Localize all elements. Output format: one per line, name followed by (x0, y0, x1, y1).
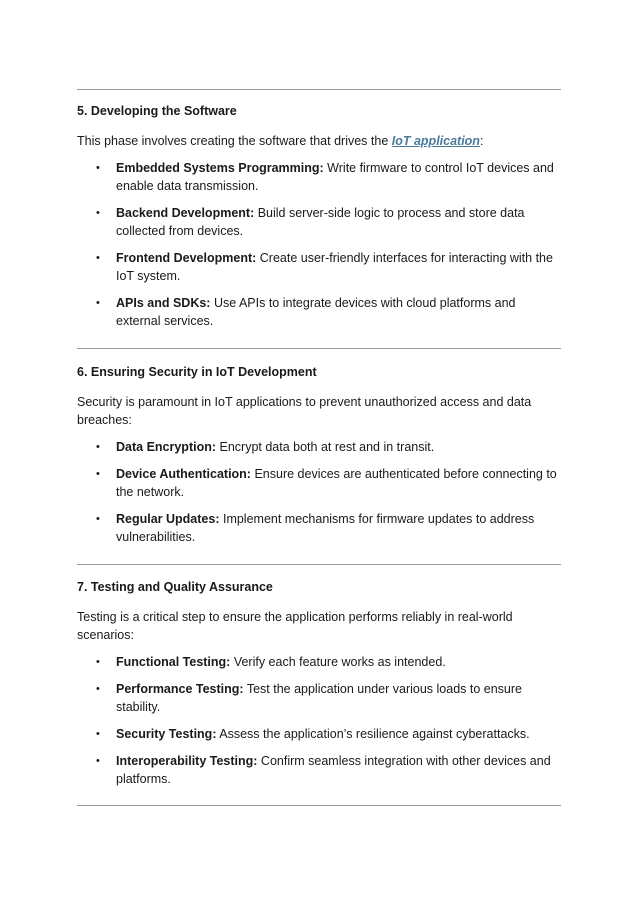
item-term: Interoperability Testing: (116, 754, 258, 768)
list-item (77, 680, 561, 716)
bullet-icon: • (96, 656, 100, 668)
item-term: Security Testing: (116, 727, 217, 741)
item-term: Frontend Development: (116, 251, 257, 265)
bullet-icon: • (96, 252, 100, 264)
item-term: APIs and SDKs: (116, 296, 211, 310)
intro-colon: : (479, 134, 484, 148)
bullet-list (77, 653, 561, 788)
list-item (77, 752, 561, 788)
section-intro: Security is paramount in IoT applications to prevent unauthorized access and data breaches: (77, 395, 532, 427)
item-term: Regular Updates: (116, 512, 220, 526)
section-heading: 6. Ensuring Security in IoT Development (77, 365, 317, 379)
list-item (77, 249, 561, 285)
bullet-icon: • (96, 728, 100, 740)
list-item (77, 510, 561, 546)
list-item (77, 725, 561, 743)
item-term: Embedded Systems Programming: (116, 161, 324, 175)
bullet-icon: • (96, 207, 100, 219)
bullet-icon: • (96, 468, 100, 480)
divider-bottom (77, 805, 561, 806)
bullet-list (77, 438, 561, 546)
section-heading: 5. Developing the Software (77, 104, 237, 118)
bullet-icon: • (96, 683, 100, 695)
list-item (77, 438, 561, 456)
item-term: Functional Testing: (116, 655, 231, 669)
section-developing-software (77, 102, 561, 330)
divider-section-6 (77, 348, 561, 349)
list-item (77, 294, 561, 330)
item-text: Test the application under various loads to ensure stability. (116, 682, 522, 714)
list-item (77, 159, 561, 195)
bullet-icon: • (96, 441, 100, 453)
section-testing (77, 578, 561, 788)
item-text: Write firmware to control IoT devices and enable data transmission. (116, 161, 554, 193)
divider-top (77, 89, 561, 90)
list-item (77, 653, 561, 671)
bullet-list (77, 159, 561, 330)
item-term: Data Encryption: (116, 440, 217, 454)
item-text: Assess the application’s resilience against cyberattacks. (216, 727, 530, 741)
item-text: Create user-friendly interfaces for interacting with the IoT system. (116, 251, 553, 283)
item-text: Confirm seamless integration with other devices and platforms. (116, 754, 551, 786)
item-text: Encrypt data both at rest and in transit. (216, 440, 435, 454)
section-intro: Testing is a critical step to ensure the application performs reliably in real-world scenarios: (77, 610, 513, 642)
item-text: Implement mechanisms for firmware updates to address vulnerabilities. (116, 512, 535, 544)
bullet-icon: • (96, 755, 100, 767)
item-text: Build server-side logic to process and store data collected from devices. (116, 206, 525, 238)
intro-text: This phase involves creating the software that drives the (77, 134, 392, 148)
list-item (77, 204, 561, 240)
divider-section-7 (77, 564, 561, 565)
item-text: Verify each feature works as intended. (230, 655, 446, 669)
bullet-icon: • (96, 513, 100, 525)
list-item (77, 465, 561, 501)
item-term: Performance Testing: (116, 682, 244, 696)
section-intro (77, 132, 561, 150)
section-security (77, 363, 561, 546)
bullet-icon: • (96, 297, 100, 309)
item-term: Device Authentication: (116, 467, 251, 481)
item-term: Backend Development: (116, 206, 255, 220)
item-text: Ensure devices are authenticated before connecting to the network. (116, 467, 557, 499)
item-text: Use APIs to integrate devices with cloud platforms and external services. (116, 296, 516, 328)
section-heading: 7. Testing and Quality Assurance (77, 580, 273, 594)
bullet-icon: • (96, 162, 100, 174)
iot-application-link[interactable]: IoT application (391, 134, 480, 148)
